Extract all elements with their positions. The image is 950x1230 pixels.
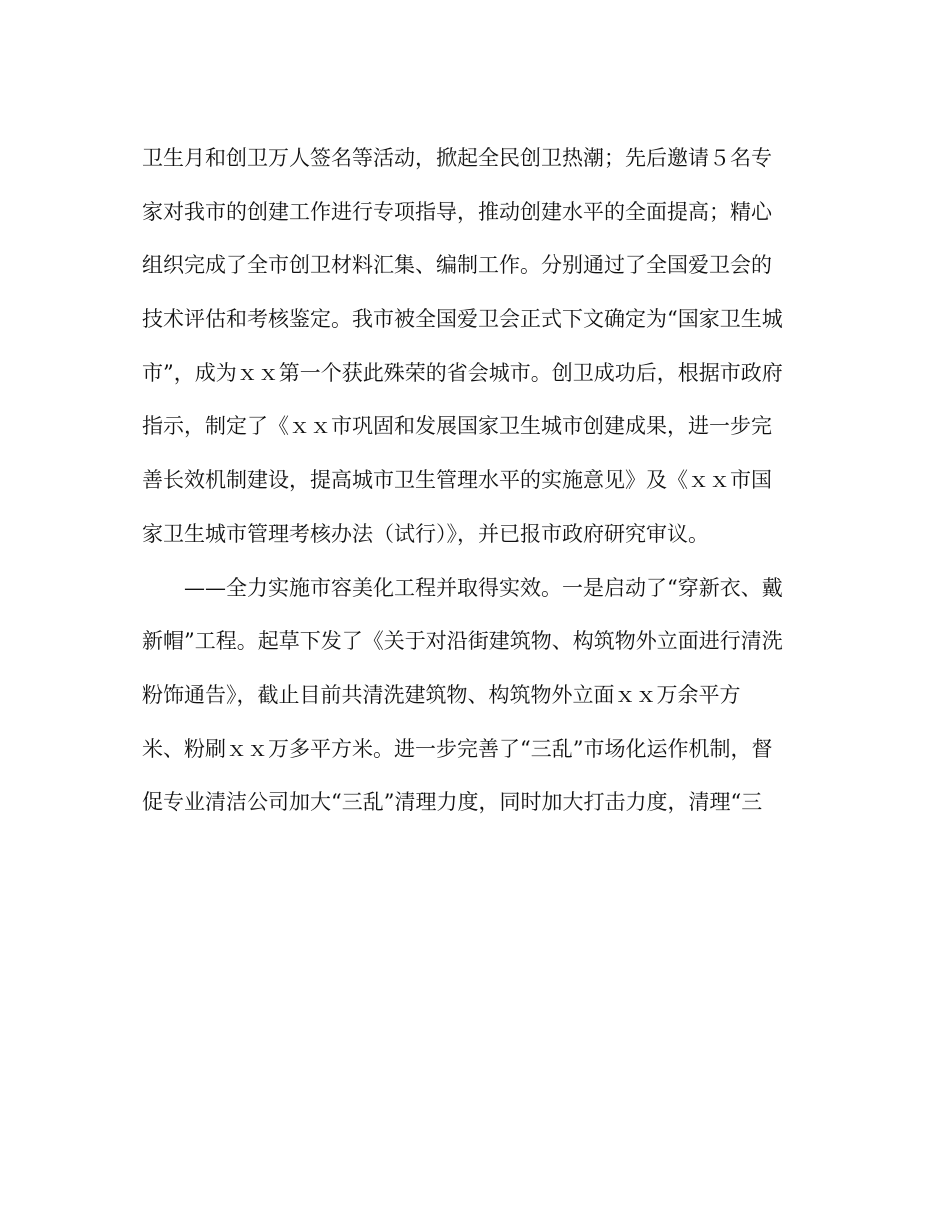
text-line: 市”，成为ｘｘ第一个获此殊荣的省会城市。创卫成功后，根据市政府 [142,360,783,385]
text-line: 新帽”工程。起草下发了《关于对沿街建筑物、构筑物外立面进行清洗 [142,629,783,654]
text-line: 粉饰通告》，截止目前共清洗建筑物、构筑物外立面ｘｘ万余平方 [142,682,741,707]
text-line: 指示，制定了《ｘｘ市巩固和发展国家卫生城市创建成果，进一步完 [142,414,772,439]
text-line: 组织完成了全市创卫材料汇集、编制工作。分别通过了全国爱卫会的 [142,253,772,278]
text-line: 卫生月和创卫万人签名等活动，掀起全民创卫热潮；先后邀请５名专 [142,146,772,170]
body-text [142,137,812,835]
text-line: 家卫生城市管理考核办法（试行）》，并已报市政府研究审议。 [142,521,709,546]
text-line: 米、粉刷ｘｘ万多平方米。进一步完善了“三乱”市场化运作机制，督 [142,736,773,761]
text-line: 家对我市的创建工作进行专项指导，推动创建水平的全面提高；精心 [142,199,772,224]
text-line: 促专业清洁公司加大“三乱”清理力度，同时加大打击力度，清理“三 [142,790,763,815]
text-line: 技术评估和考核鉴定。我市被全国爱卫会正式下文确定为“国家卫生城 [142,307,783,332]
paragraph-start-line: ——全力实施市容美化工程并取得实效。一是启动了“穿新衣、戴 [184,575,783,600]
text-line: 善长效机制建设，提高城市卫生管理水平的实施意见》及《ｘｘ市国 [142,468,772,493]
